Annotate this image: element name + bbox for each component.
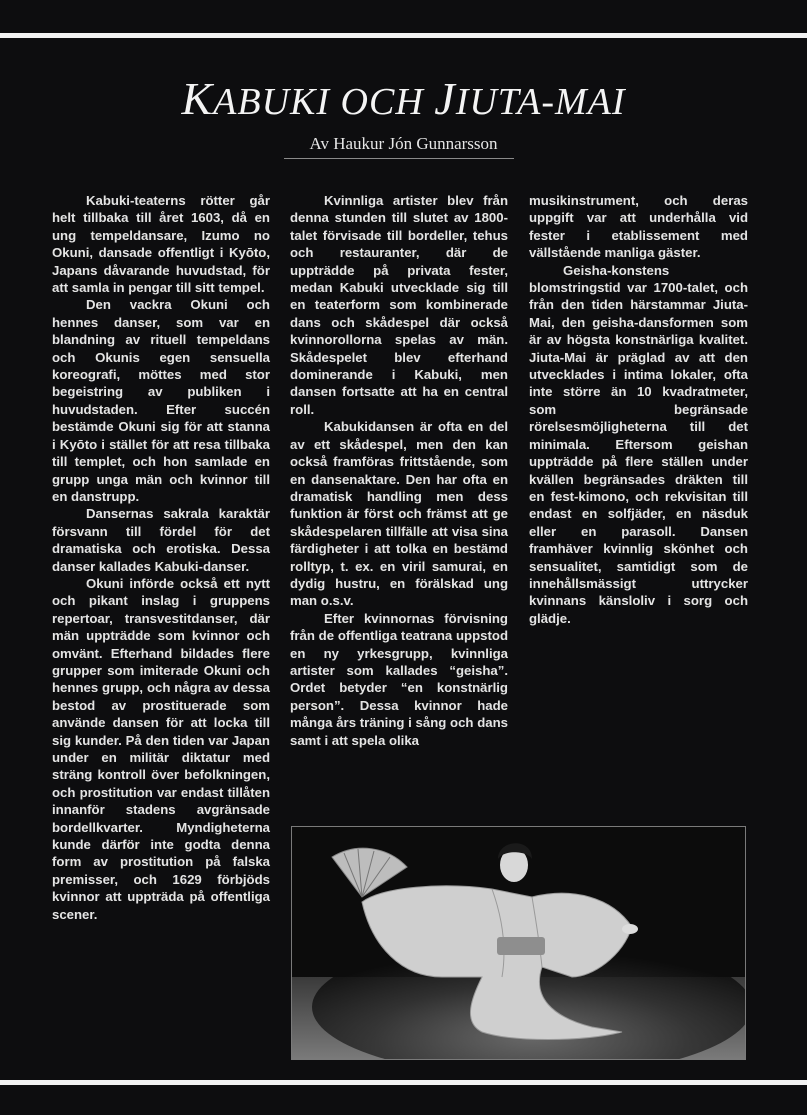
paragraph: Kvinnliga artister blev från denna stunden till slutet av 1800-talet förvisade till bordeller, tehus och restauranter, där de uppträdde på privata fester, medan Kabuki utvecklade sig till en teaterform som kombinerade dans och skådespel där också kvinnorollorna spelas av män. Skådespelet blev efterhand dominerande i Kabuki, men dansen fortsatte att ha en central roll. (290, 193, 508, 417)
dancer-illustration (292, 827, 745, 1059)
paragraph: Geisha-konstens blomstringstid var 1700-talet, och från den tiden härstammar Jiuta-Mai, den geisha-dansformen som är av högsta konstnärliga kvalitet. Jiuta-Mai är präglad av att den utvecklades i intima lokaler, ofta inte större än 10 kvadratmeter, som begränsade rörelsesmöjligheterna till det minimala. Eftersom geishan uppträdde på flere ställen under kvällen begränsades dräkten till en fest-kimono, och rekvisitan till endast en solfjäder, en näsduk eller en parasoll. Dansen framhäver kvinnlig skönhet och sensualitet, samtidigt som de innehållsmässigt uttrycker kvinnans känsloliv i sorg och glädje. (529, 262, 748, 626)
title-kabuki: ABUKI (213, 81, 331, 123)
paragraph: Okuni införde också ett nytt och pikant inslag i gruppens repertoar, transvestitdanser, där män uppträdde som kvinnor och omvänt. Efterhand bildades flere grupper som imiterade Okuni och hennes grupp, och några av dessa bestod av prostituerade som använde dansen för att locka till sig kunder. På den tiden var Japan under en militär diktatur med sträng kontroll över befolkningen, och prostitution var endast tillåten innanför stadens avgränsade bordellkvarter. Myndigheterna kunde därför inte godta denna form av prostitution på falska premisser, och 1629 förbjöds kvinnor att uppträda på offentliga scener. (52, 575, 270, 922)
paragraph: Efter kvinnornas förvisning från de offentliga teatrana uppstod en ny yrkesgrupp, kvinnliga artister som kallades “geisha”. Ordet betyder “en konstnärlig person”. Dessa kvinnor hade många års träning i sång och dans samt i att spela olika (290, 610, 508, 748)
title-cap-k: K (181, 73, 214, 124)
bottom-rule (0, 1080, 807, 1085)
title-och: OCH (330, 81, 435, 123)
title-jiuta-mai: IUTA-MAI (455, 81, 626, 123)
paragraph: musikinstrument, och deras uppgift var att underhålla vid fester i etablissement med vällstående manliga gäster. (529, 193, 748, 261)
title-cap-j: J (434, 73, 456, 124)
byline: Av Haukur Jón Gunnarsson (309, 134, 498, 153)
paragraph: Den vackra Okuni och hennes danser, som var en blandning av rituell tempeldans och Okunis egen sensuella koreografi, möttes med stor begeistring av publiken i huvudstaden. Efter succén bestämde Okuni sig för att stanna i Kyōto i stället för att resa tillbaka till templet, och hon samlade en grupp unga män och kvinnor till en danstrupp. (52, 297, 270, 504)
paragraph: Kabuki-teaterns rötter går helt tillbaka till året 1603, då en ung tempeldansare, Izumo no Okuni, dansade offentligt i Kyōto, Japans dåvarande huvudstad, för att samla in pengar till sitt tempel. (52, 193, 270, 296)
text-column-1 (52, 192, 270, 923)
dancer-photo (291, 826, 746, 1060)
paragraph: Kabukidansen är ofta en del av ett skådespel, men den kan också framföras frittstående, som en dansenaktare. Den har ofta en dramatisk handling men dess funktion är först och främst att ge skådespelaren tillfälle att visa sina färdigheter i att tolka en bestämd rolltyp, t. ex. en viril samurai, en dydig hustru, en förälskad ung man o.s.v. (290, 419, 508, 609)
text-column-2 (290, 192, 508, 749)
top-rule (0, 33, 807, 38)
paragraph: Dansernas sakrala karaktär försvann till fördel för det dramatiska och erotiska. Dessa danser kallades Kabuki-danser. (52, 506, 270, 574)
byline-rule (284, 158, 514, 159)
article-title (0, 72, 807, 125)
text-column-3 (529, 192, 748, 627)
